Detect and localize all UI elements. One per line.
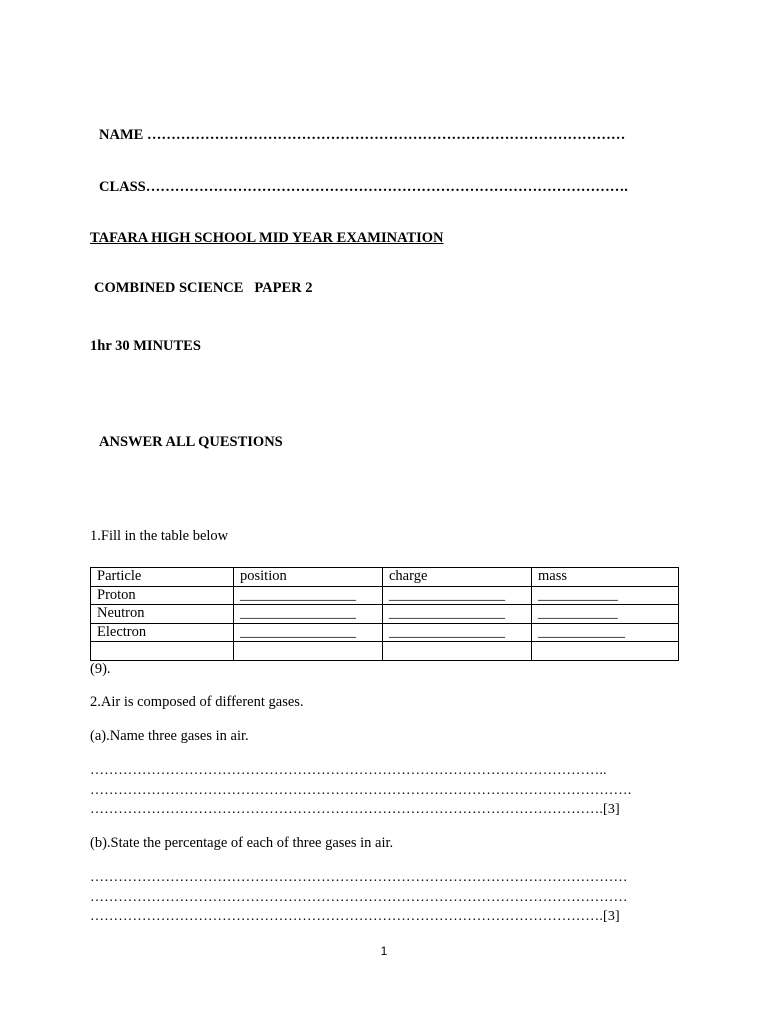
instructions-heading: ANSWER ALL QUESTIONS: [99, 434, 283, 450]
particle-table: [90, 567, 679, 661]
table-row: [91, 642, 679, 661]
answer-line[interactable]: ………………………………………………………………………………………………..: [90, 763, 607, 778]
table-cell-blank[interactable]: ________________: [383, 586, 532, 605]
table-header-cell: charge: [383, 568, 532, 587]
table-cell-blank[interactable]: ___________: [532, 605, 679, 624]
table-row: [91, 605, 679, 624]
table-cell-blank[interactable]: ________________: [234, 586, 383, 605]
table-cell: Proton: [91, 586, 234, 605]
answer-line[interactable]: …………………………………………………………………………………………………….: [90, 783, 632, 798]
exam-duration: 1hr 30 MINUTES: [90, 338, 201, 354]
table-cell-empty[interactable]: [91, 642, 234, 661]
subject-heading: COMBINED SCIENCE PAPER 2: [94, 280, 313, 296]
table-cell-blank[interactable]: ___________: [532, 586, 679, 605]
answer-line[interactable]: ……………………………………………………………………………………………………: [90, 890, 628, 905]
answer-line[interactable]: ……………………………………………………………………………………………….[3]: [90, 802, 620, 817]
table-cell-empty[interactable]: [383, 642, 532, 661]
table-cell-empty[interactable]: [532, 642, 679, 661]
table-header-cell: mass: [532, 568, 679, 587]
exam-title: TAFARA HIGH SCHOOL MID YEAR EXAMINATION: [90, 230, 444, 246]
name-field-line: NAME ………………………………………………………………………………………: [99, 127, 626, 143]
answer-line[interactable]: ……………………………………………………………………………………………….[3]: [90, 909, 620, 924]
table-cell-empty[interactable]: [234, 642, 383, 661]
question-2b-prompt: (b).State the percentage of each of three gases in air.: [90, 835, 394, 851]
question-1-marks: (9).: [90, 661, 111, 677]
question-1-prompt: 1.Fill in the table below: [90, 528, 229, 544]
class-field-line: CLASS……………………………………………………………………………………….: [99, 179, 628, 195]
table-header-row: [91, 568, 679, 587]
table-header-cell: Particle: [91, 568, 234, 587]
table-header-cell: position: [234, 568, 383, 587]
table-cell-blank[interactable]: ____________: [532, 623, 679, 642]
question-2-intro: 2.Air is composed of different gases.: [90, 694, 304, 710]
table-cell: Neutron: [91, 605, 234, 624]
page-number: 1: [380, 944, 388, 958]
table-cell-blank[interactable]: ________________: [383, 623, 532, 642]
table-row: [91, 586, 679, 605]
table-cell-blank[interactable]: ________________: [234, 623, 383, 642]
table-cell: Electron: [91, 623, 234, 642]
table-row: [91, 623, 679, 642]
table-cell-blank[interactable]: ________________: [383, 605, 532, 624]
question-2a-prompt: (a).Name three gases in air.: [90, 728, 249, 744]
table-cell-blank[interactable]: ________________: [234, 605, 383, 624]
answer-line[interactable]: ……………………………………………………………………………………………………: [90, 870, 628, 885]
